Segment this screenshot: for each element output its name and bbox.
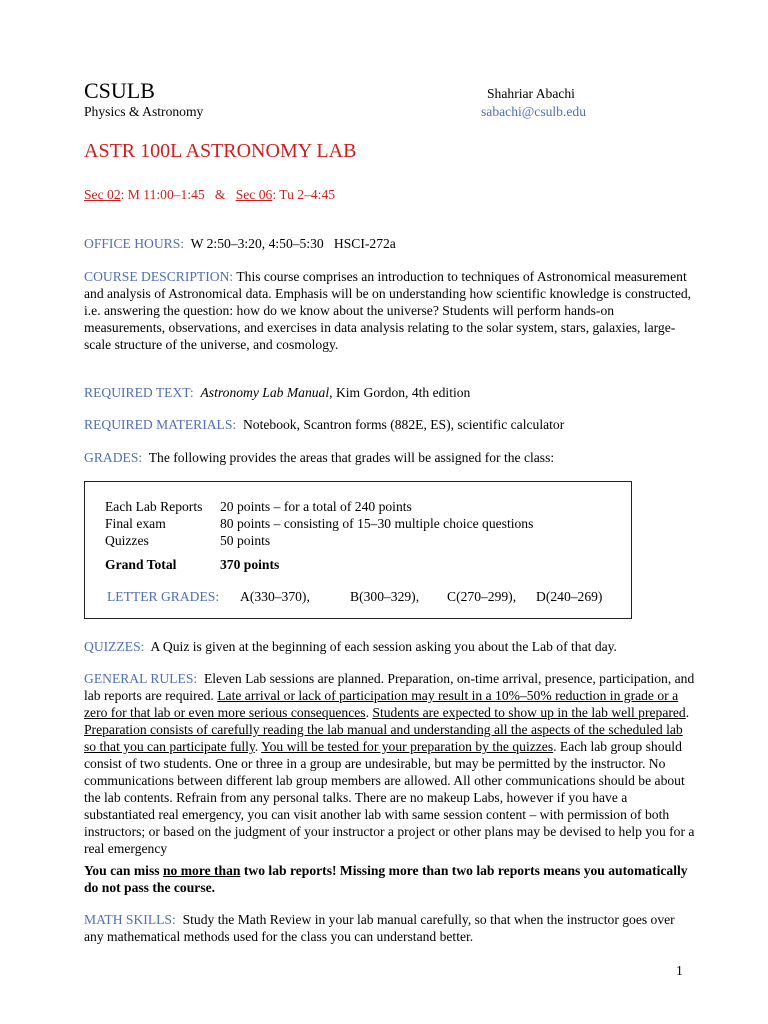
instructor-email-link[interactable]: sabachi@csulb.edu: [481, 104, 586, 119]
grand-total-label: Grand Total: [105, 557, 177, 572]
grade-row: [105, 515, 166, 532]
required-text-label: REQUIRED TEXT:: [84, 385, 194, 400]
section-line: [84, 186, 335, 203]
section-06-label: Sec 06: [235, 187, 273, 202]
grade-item: Each Lab Reports: [105, 499, 203, 514]
quizzes: [84, 638, 696, 655]
office-hours: [84, 235, 696, 252]
textbook-details: , Kim Gordon, 4th edition: [329, 385, 471, 400]
rules-text-3: .: [685, 705, 690, 720]
course-title: ASTR 100L ASTRONOMY LAB: [84, 140, 357, 162]
rules-preparation: Preparation consists of carefully reading the lab manual and understanding all the aspects of the scheduled lab so that you can participate fully: [84, 722, 683, 754]
grade-item: Quizzes: [105, 533, 149, 548]
grade-points: 20 points – for a total of 240 points: [220, 499, 412, 514]
letter-grade-a: A(330–370),: [240, 589, 310, 604]
rules-quiz-test: You will be tested for your preparation by the quizzes: [261, 739, 554, 754]
grade-points: 80 points – consisting of 15–30 multiple choice questions: [220, 516, 534, 531]
math-skills: [84, 911, 696, 945]
quizzes-text: A Quiz is given at the beginning of each session asking you about the Lab of that day.: [150, 639, 617, 654]
school-name: CSULB: [84, 78, 155, 103]
math-skills-text: Study the Math Review in your lab manual carefully, so that when the instructor goes over any mathematical methods used for the class you can understand better.: [84, 912, 675, 944]
rules-well-prepared: Students are expected to show up in the lab well prepared: [372, 705, 686, 720]
required-materials-value: Notebook, Scantron forms (882E, ES), scientific calculator: [242, 417, 565, 432]
rules-text-1: Eleven Lab sessions are planned. Preparation, on-time arrival, presence, participation, and lab reports are required.: [84, 671, 695, 703]
letter-grade-c: C(270–299),: [447, 589, 517, 604]
ampersand: &: [214, 187, 226, 202]
grades-intro-text: The following provides the areas that grades will be assigned for the class:: [148, 450, 555, 465]
section-06-time: : Tu 2–4:45: [272, 187, 336, 202]
grade-row: [105, 532, 149, 549]
general-rules-label: GENERAL RULES:: [84, 671, 198, 686]
required-materials: [84, 416, 696, 433]
grade-points: 50 points: [220, 533, 271, 548]
warning-text-b: two lab reports! Missing more than two lab reports means you automatically do not pass the course.: [84, 863, 688, 895]
letter-grades-label: LETTER GRADES:: [107, 589, 220, 604]
section-02-time: : M 11:00–1:45: [120, 187, 205, 202]
page-number: 1: [676, 963, 683, 978]
math-skills-label: MATH SKILLS:: [84, 912, 176, 927]
warning-text-a: You can miss: [84, 863, 163, 878]
quizzes-label: QUIZZES:: [84, 639, 145, 654]
department: Physics & Astronomy: [84, 104, 204, 119]
warning-no-more-than: no more than: [162, 863, 241, 878]
rules-late-arrival: Late arrival or lack of participation may result in a 10%–50% reduction in grade or a zero for that lab or even more serious consequences: [84, 688, 679, 720]
grades-label: GRADES:: [84, 450, 143, 465]
letter-grade-d: D(240–269): [536, 589, 603, 604]
course-description-text: This course comprises an introduction to techniques of Astronomical measurement and analysis of Astronomical data. Emphasis will be on understanding how scientific knowledge is constructed, i.e. answering the question: how do we know about the universe? Students will perform hands-on measurements, observations, and exercises in data analysis relating to the solar system, stars, galaxies, large-scale structure of the universe, and cosmology.: [84, 269, 692, 352]
letter-grade-b: B(300–329),: [350, 589, 420, 604]
grand-total-value: 370 points: [220, 557, 280, 572]
grades-table: [84, 481, 632, 619]
course-description: [84, 268, 696, 353]
required-materials-label: REQUIRED MATERIALS:: [84, 417, 237, 432]
grade-item: Final exam: [105, 516, 166, 531]
rules-text-2: .: [365, 705, 373, 720]
rules-text-5: . Each lab group should consist of two students. One or three in a group are undesirable, but may be permitted by the instructor. No communications between different lab group members are allowed. All other communications should be about the lab contents. Refrain from any personal talks. There are no makeup Labs, however if you have a substantiated real emergency, you can visit another lab with same session content – with permission of both instructors; or based on the judgment of your instructor a project or other plans may be devised to help you for a real emergency: [84, 739, 695, 856]
textbook-title: Astronomy Lab Manual: [200, 385, 330, 400]
grades-intro: [84, 449, 696, 466]
rules-text-4: .: [254, 739, 262, 754]
grade-row: [105, 498, 202, 515]
course-description-label: COURSE DESCRIPTION:: [84, 269, 234, 284]
office-hours-value: W 2:50–3:20, 4:50–5:30 HSCI-272a: [190, 236, 396, 251]
general-rules: [84, 670, 696, 857]
section-02-label: Sec 02: [84, 187, 121, 202]
missing-reports-warning: [84, 862, 696, 896]
instructor-name: Shahriar Abachi: [487, 86, 575, 101]
required-text: [84, 384, 696, 401]
office-hours-label: OFFICE HOURS:: [84, 236, 185, 251]
